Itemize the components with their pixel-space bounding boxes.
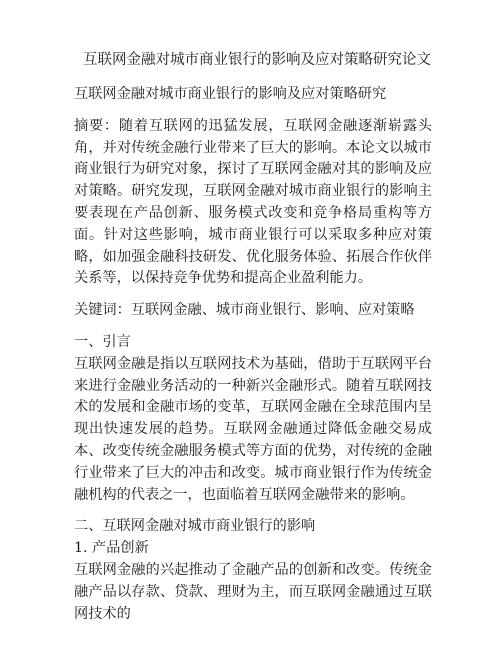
introduction-paragraph: 互联网金融是指以互联网技术为基础，借助于互联网平台来进行金融业务活动的一种新兴金融形式。随着互联网技术的发展和金融市场的变革，互联网金融在全球范围内呈现出快速发展的趋势。互联网金融通过降低金融交易成本、改变传统金融服务模式等方面的优势，对传统的金融行业带来了巨大的冲击和改变。城市商业银行作为传统金融机构的代表之一，也面临着互联网金融带来的影响。 bbox=[74, 355, 432, 503]
section-heading-introduction: 一、引言 bbox=[74, 333, 131, 350]
subsection-heading-product-innovation: 1. 产品创新 bbox=[74, 540, 149, 557]
abstract-paragraph: 摘要：随着互联网的迅猛发展，互联网金融逐渐崭露头角，并对传统金融行业带来了巨大的影响。本论文以城市商业银行为研究对象，探讨了互联网金融对其的影响及应对策略。研究发现，互联网金融对城市商业银行的影响主要表现在产品创新、服务模式改变和竞争格局重构等方面。针对这些影响，城市商业银行可以采取多种应对策略，如加强金融科技研发、优化服务体验、拓展合作伙伴关系等，以保持竞争优势和提高企业盈利能力。 bbox=[74, 117, 432, 287]
section-heading-impact: 二、互联网金融对城市商业银行的影响 bbox=[74, 518, 316, 535]
document-subtitle: 互联网金融对城市商业银行的影响及应对策略研究 bbox=[74, 86, 387, 102]
product-innovation-paragraph: 互联网金融的兴起推动了金融产品的创新和改变。传统金融产品以存款、贷款、理财为主，而互联网金融通过互联网技术的 bbox=[74, 561, 432, 622]
keywords-line: 关键词：互联网金融、城市商业银行、影响、应对策略 bbox=[74, 302, 415, 319]
section-gap bbox=[74, 506, 432, 516]
document-title: 互联网金融对城市商业银行的影响及应对策略研究论文 bbox=[83, 52, 431, 68]
